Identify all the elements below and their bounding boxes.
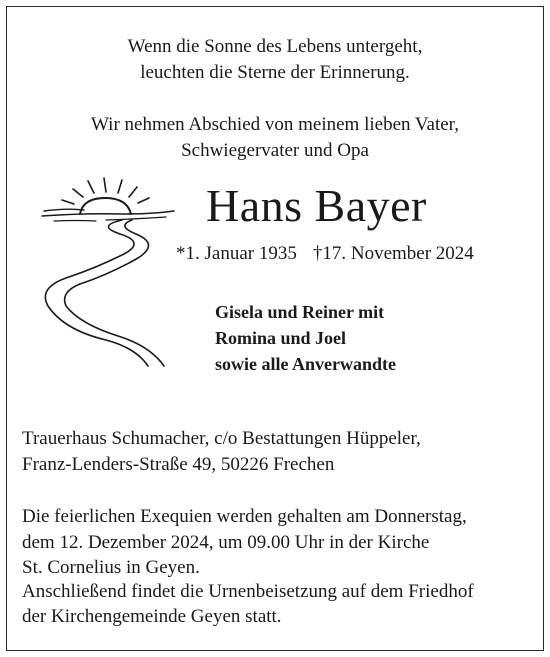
sunset-path-icon [36,170,186,370]
farewell-line-2: Schwiegervater und Opa [181,140,369,161]
mourner-line-2: Romina und Joel [215,328,347,348]
death-date: †17. November 2024 [312,243,474,264]
ceremony-line-5: der Kirchengemeinde Geyen statt. [22,606,282,627]
life-dates [176,244,474,263]
birth-date: *1. Januar 1935 [176,243,297,264]
mourner-line-3: sowie alle Anverwandte [215,354,396,374]
deceased-name: Hans Bayer [206,180,427,231]
poem-line-2: leuchten die Sterne der Erinnerung. [140,62,410,83]
address-line-2: Franz-Lenders-Straße 49, 50226 Frechen [22,454,335,475]
address-line-1: Trauerhaus Schumacher, c/o Bestattungen Hüppeler, [22,428,421,449]
mourner-line-1: Gisela und Reiner mit [215,302,385,322]
ceremony-line-2: dem 12. Dezember 2024, um 09.00 Uhr in der Kirche [22,532,430,553]
ceremony-line-4: Anschließend findet die Urnenbeisetzung auf dem Friedhof [22,581,474,602]
ceremony-line-1: Die feierlichen Exequien werden gehalten am Donnerstag, [22,506,467,527]
ceremony-line-3: St. Cornelius in Geyen. [22,557,200,578]
farewell-line-1: Wir nehmen Abschied von meinem lieben Vater, [91,114,459,135]
poem-line-1: Wenn die Sonne des Lebens untergeht, [127,36,423,57]
